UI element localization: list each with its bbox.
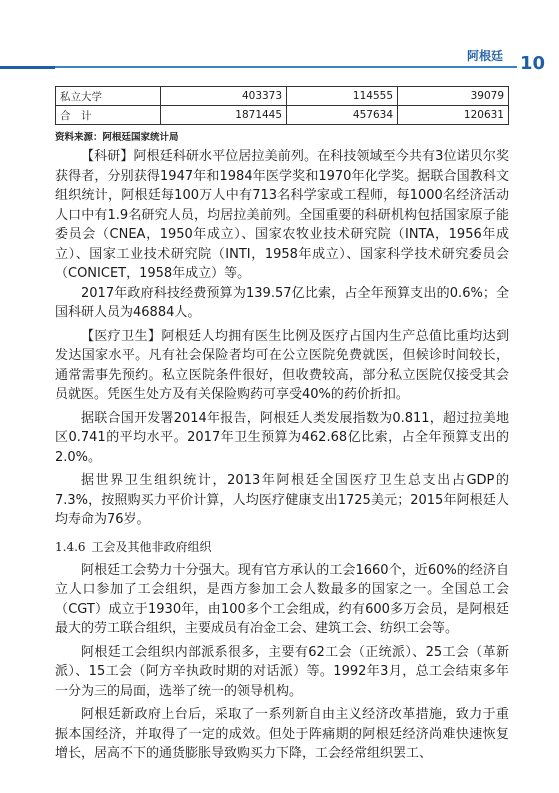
header-accent-bar [0, 66, 55, 69]
paragraph-union-factions: 阿根廷工会组织内部派系很多，主要有62工会（正统派）、25工会（革新派）、15工会（阿方辛执政时期的对话派）等。1992年3月，总工会结束多年一分为三的局面，选举了统一的领导机构。 [55, 644, 509, 699]
paragraph-research: 【科研】阿根廷科研水平位居拉美前列。在科技领域至今共有3位诺贝尔奖获得者，分别获得1947年和1984年医学奖和1970年化学奖。据联合国教科文组织统计，阿根廷每100万人中有713名科学家或工程师，每1000名经济活动人口中有1.9名研究人员，均居拉美前列。全国重要的科研机构包括国家原子能委员会（CNEA，1950年成立）、国家农牧业技术研究院（INTA，1956年成立）、国家工业技术研究院（INTI，1958年成立）、国家科学技术研究委员会（CONICET，1958年成立）等。 [55, 149, 509, 281]
header-rule [55, 66, 517, 68]
table-cell: 私立大学 [56, 87, 161, 106]
table-cell: 120631 [398, 106, 509, 125]
section-title: 工会及其他非政府组织 [91, 539, 212, 554]
table-cell: 39079 [398, 87, 509, 106]
paragraph-who: 据世界卫生组织统计，2013年阿根廷全国医疗卫生总支出占GDP的7.3%，按照购买力平价计算，人均医疗健康支出1725美元；2015年阿根廷人均寿命为76岁。 [55, 473, 509, 527]
table-cell: 合 计 [56, 106, 161, 125]
paragraph-unions: 阿根廷工会势力十分强大。现有官方承认的工会1660个，近60%的经济自立人口参加了工会组织，是西方参加工会人数最多的国家之一。全国总工会（CGT）成立于1930年，由100多个工会组成，约有600多万会员，是阿根廷最大的劳工联合组织，主要成员有冶金工会、建筑工会、纺织工会等。 [55, 562, 509, 636]
table-cell: 403373 [161, 87, 287, 106]
table-cell: 114555 [287, 87, 398, 106]
section-number: 1.4.6 [55, 539, 86, 554]
paragraph-healthcare: 【医疗卫生】阿根廷人均拥有医生比例及医疗占国内生产总值比重均达到发达国家水平。凡有社会保险者均可在公立医院免费就医，但候诊时间较长，通常需事先预约。私立医院条件很好，但收费较高，部分私立医院仅接受其会员就医。凭医生处方及有关保险购药可享受40%的药价折扣。 [55, 328, 509, 402]
paragraph-research-budget: 2017年政府科技经费预算为139.57亿比索，占全年预算支出的0.6%；全国科研人员为46884人。 [55, 285, 509, 320]
paragraph-reforms: 阿根廷新政府上台后，采取了一系列新自由主义经济改革措施，致力于重振本国经济，并取得了一定的成效。但处于阵痛期的阿根廷经济尚难快速恢复增长，居高不下的通货膨胀导致购买力下降，工会经常组织罢工、 [55, 707, 509, 761]
page-content [55, 86, 509, 764]
table-row [56, 106, 509, 125]
section-heading [55, 538, 509, 555]
page-number: 10 [519, 53, 545, 74]
table-cell: 457634 [287, 106, 398, 125]
table-source-note: 资料来源：阿根廷国家统计局 [55, 132, 179, 143]
stat-table [55, 86, 509, 125]
paragraph-hdi: 据联合国开发署2014年报告，阿根廷人类发展指数为0.811，超过拉美地区0.741的平均水平。2017年卫生预算为462.68亿比索，占全年预算支出的2.0%。 [55, 410, 509, 465]
table-row [56, 87, 509, 106]
table-cell: 1871445 [161, 106, 287, 125]
header-title: 阿根廷 [466, 49, 503, 63]
